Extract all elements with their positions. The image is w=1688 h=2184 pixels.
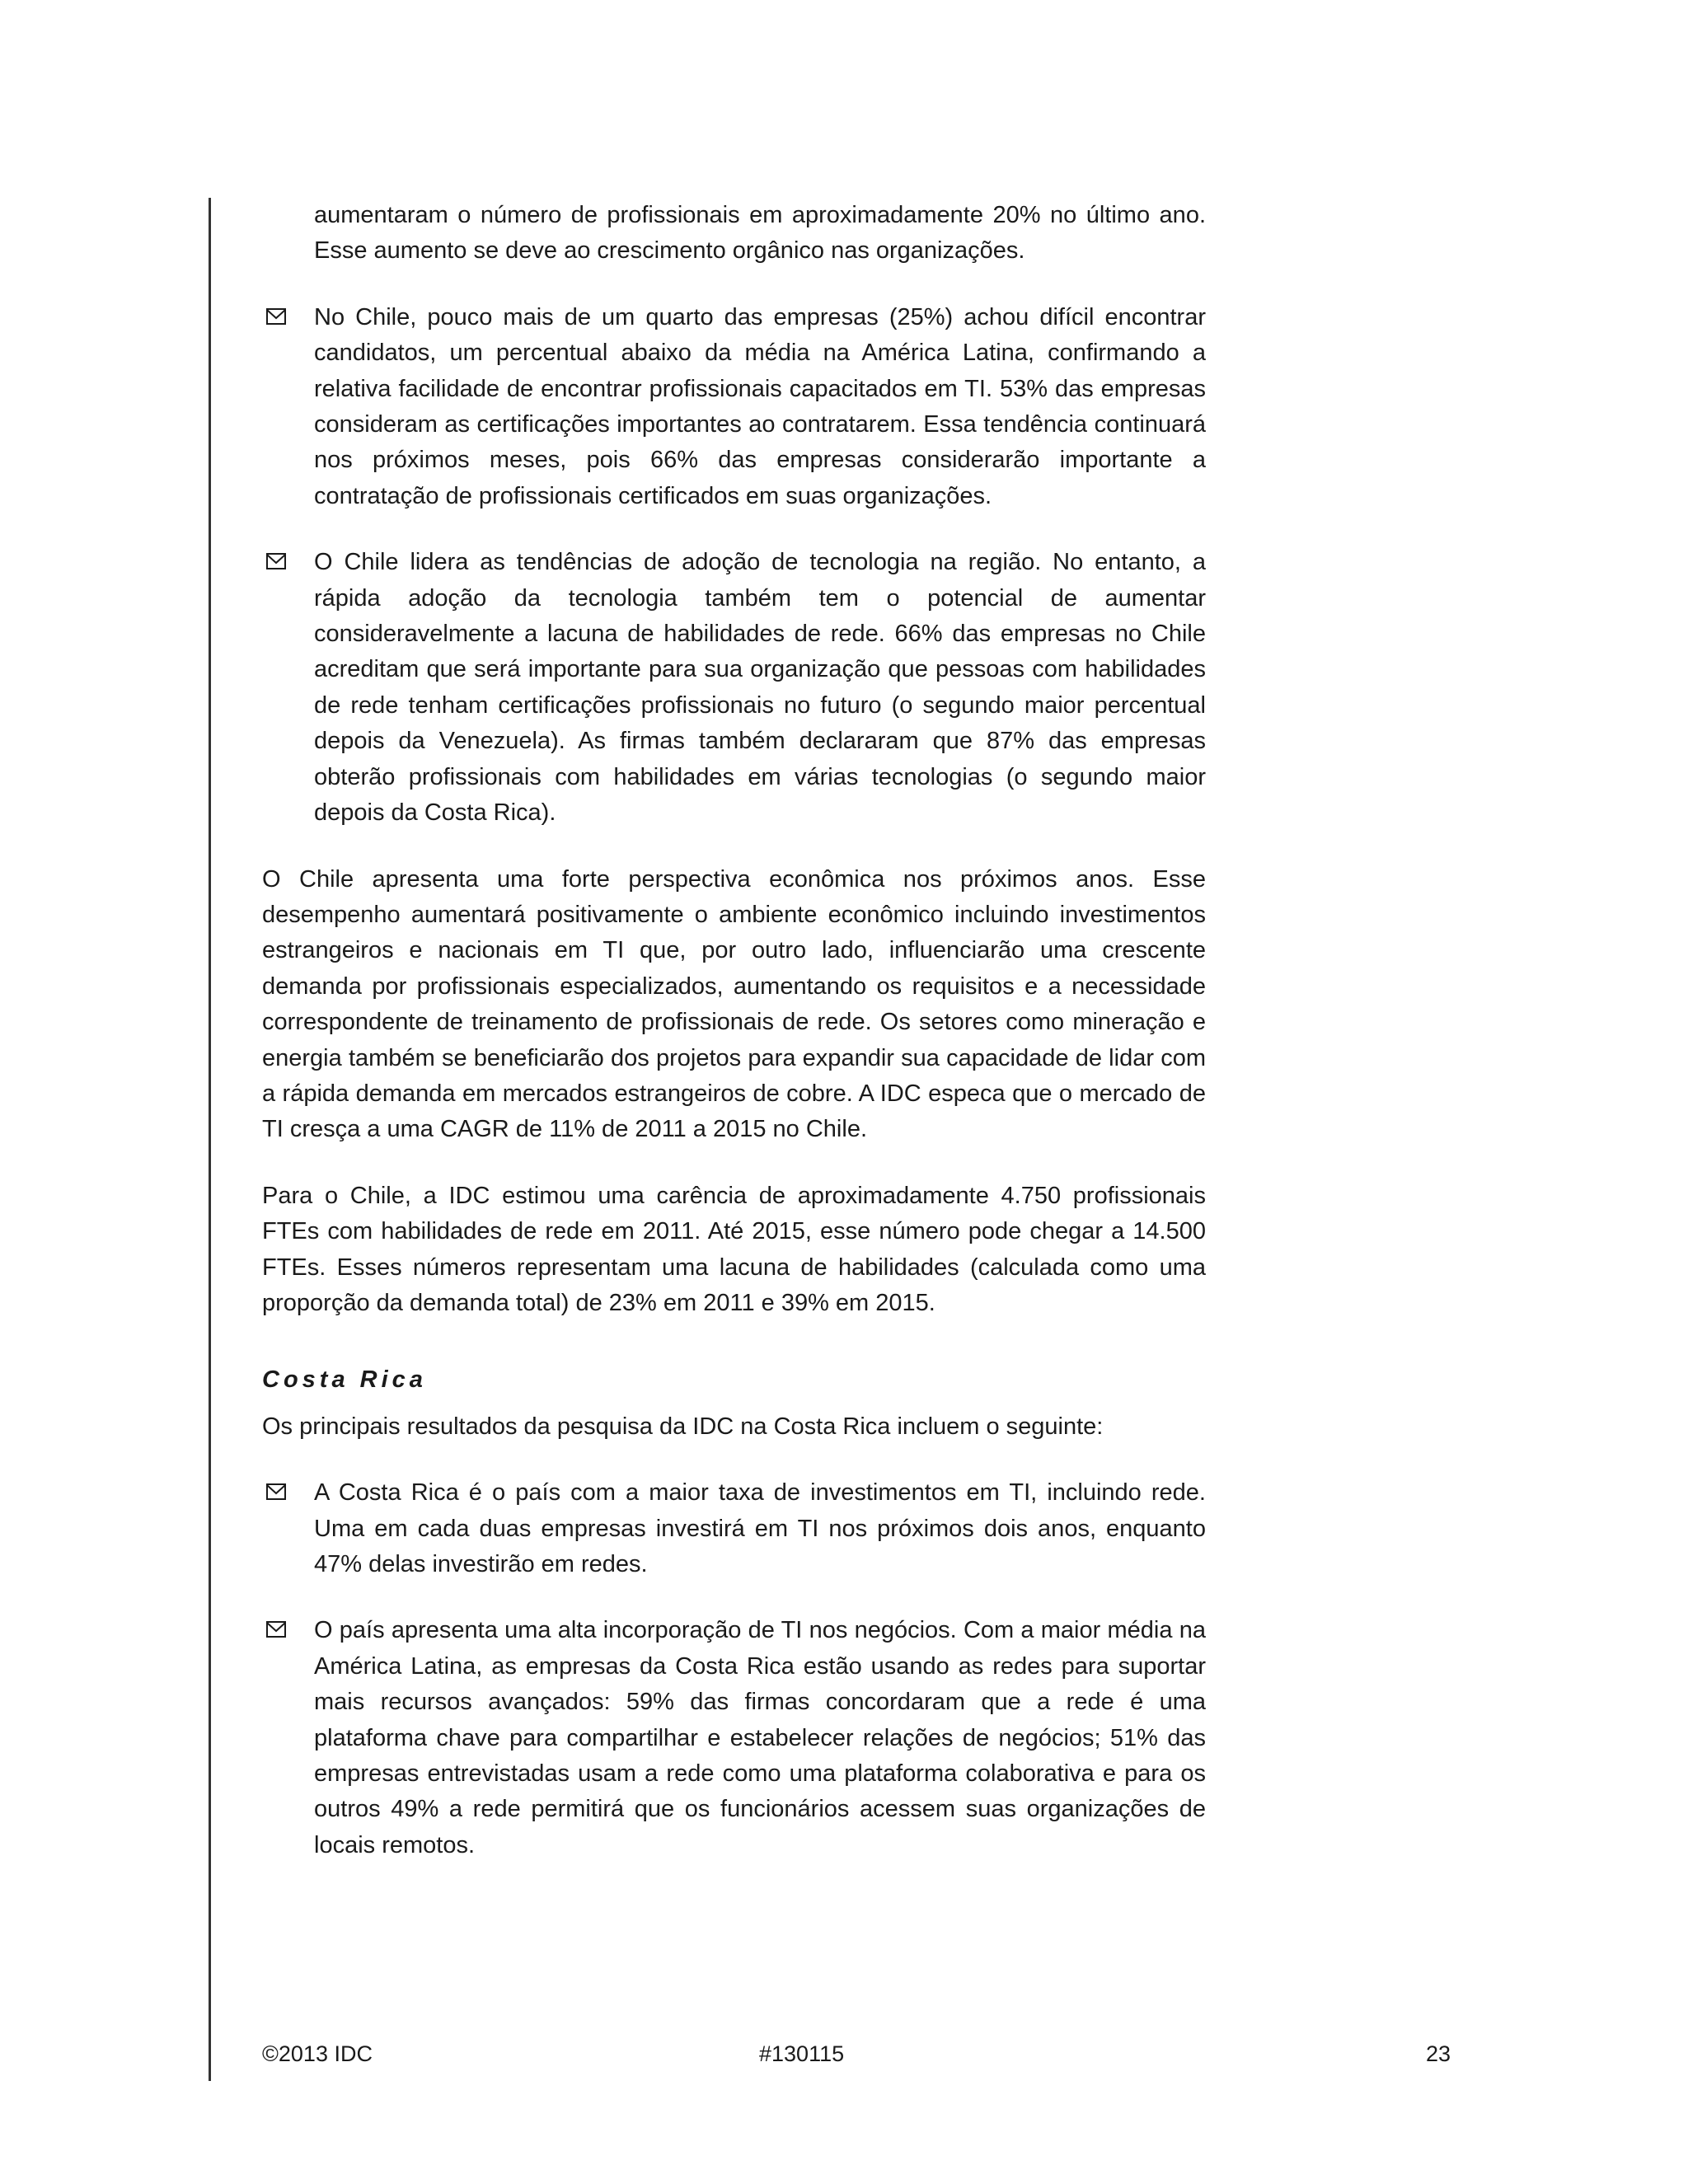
envelope-bullet-icon [266, 1483, 286, 1500]
paragraph-chile-shortage: Para o Chile, a IDC estimou uma carência de aproximadamente 4.750 profissionais FTEs com habilidades de rede em 2011. Até 2015, esse número pode chegar a 14.500 FTEs. Esses números representam uma lacuna de habilidades (calculada como uma proporção da demanda total) de 23% em 2011 e 39% em 2015. [262, 1182, 1206, 1316]
bullet-item-costa-rica-incorporation [262, 1613, 1206, 1863]
page-content [262, 198, 1206, 1863]
bullet-item-chile-candidates [262, 300, 1206, 514]
paragraph-text: aumentaram o número de profissionais em aproximadamente 20% no último ano. Esse aumento se deve ao crescimento orgânico nas organizações. [314, 202, 1206, 265]
paragraph-chile-outlook: O Chile apresenta uma forte perspectiva econômica nos próximos anos. Esse desempenho aumentará positivamente o ambiente econômico incluindo investimentos estrangeiros e nacionais em TI que, por outro lado, influenciarão uma crescente demanda por profissionais especializados, aumentando os requisitos e a necessidade correspondente de treinamento de profissionais de rede. Os setores como mineração e energia também se beneficiarão dos projetos para expandir sua capacidade de lidar com a rápida demanda em mercados estrangeiros de cobre. A IDC especa que o mercado de TI cresça a uma CAGR de 11% de 2011 a 2015 no Chile. [262, 865, 1206, 1143]
bullet-text: O país apresenta uma alta incorporação de TI nos negócios. Com a maior média na América Latina, as empresas da Costa Rica estão usando as redes para suportar mais recursos avançados: 59% das firmas concordaram que a rede é uma plataforma chave para compartilhar e estabelecer relações de negócios; 51% das empresas entrevistadas usam a rede como uma plataforma colaborativa e para os outros 49% a rede permitirá que os funcionários acessem suas organizações de locais remotos. [314, 1617, 1206, 1858]
footer-page-number: 23 [1425, 2041, 1451, 2066]
bullet-item-chile-adoption [262, 545, 1206, 831]
envelope-bullet-icon [266, 553, 286, 569]
envelope-bullet-icon [266, 308, 286, 325]
bullet-text: No Chile, pouco mais de um quarto das empresas (25%) achou difícil encontrar candidatos, um percentual abaixo da média na América Latina, confirmando a relativa facilidade de encontrar profissionais capacitados em TI. 53% das empresas consideram as certificações importantes ao contratarem. Essa tendência continuará nos próximos meses, pois 66% das empresas considerarão importante a contratação de profissionais certificados em suas organizações. [314, 303, 1206, 509]
continued-bullet-text [262, 198, 1206, 269]
footer-doc-number: #130115 [759, 2041, 845, 2066]
bullet-item-costa-rica-investment [262, 1475, 1206, 1582]
margin-rule [209, 198, 211, 2081]
section-heading-costa-rica: Costa Rica [262, 1366, 427, 1394]
bullet-text: O Chile lidera as tendências de adoção de tecnologia na região. No entanto, a rápida adoção da tecnologia também tem o potencial de aumentar consideravelmente a lacuna de habilidades de rede. 66% das empresas no Chile acreditam que será importante para sua organização que pessoas com habilidades de rede tenham certificações profissionais no futuro (o segundo maior percentual depois da Venezuela). As firmas também declararam que 87% das empresas obterão profissionais com habilidades em várias tecnologias (o segundo maior depois da Costa Rica). [314, 549, 1206, 827]
bullet-text: A Costa Rica é o país com a maior taxa de investimentos em TI, incluindo rede. Uma em cada duas empresas investirá em TI nos próximos dois anos, enquanto 47% delas investirão em redes. [314, 1479, 1206, 1577]
footer-copyright: ©2013 IDC [262, 2041, 373, 2066]
paragraph-costa-rica-intro: Os principais resultados da pesquisa da IDC na Costa Rica incluem o seguinte: [262, 1413, 1104, 1440]
envelope-bullet-icon [266, 1621, 286, 1638]
